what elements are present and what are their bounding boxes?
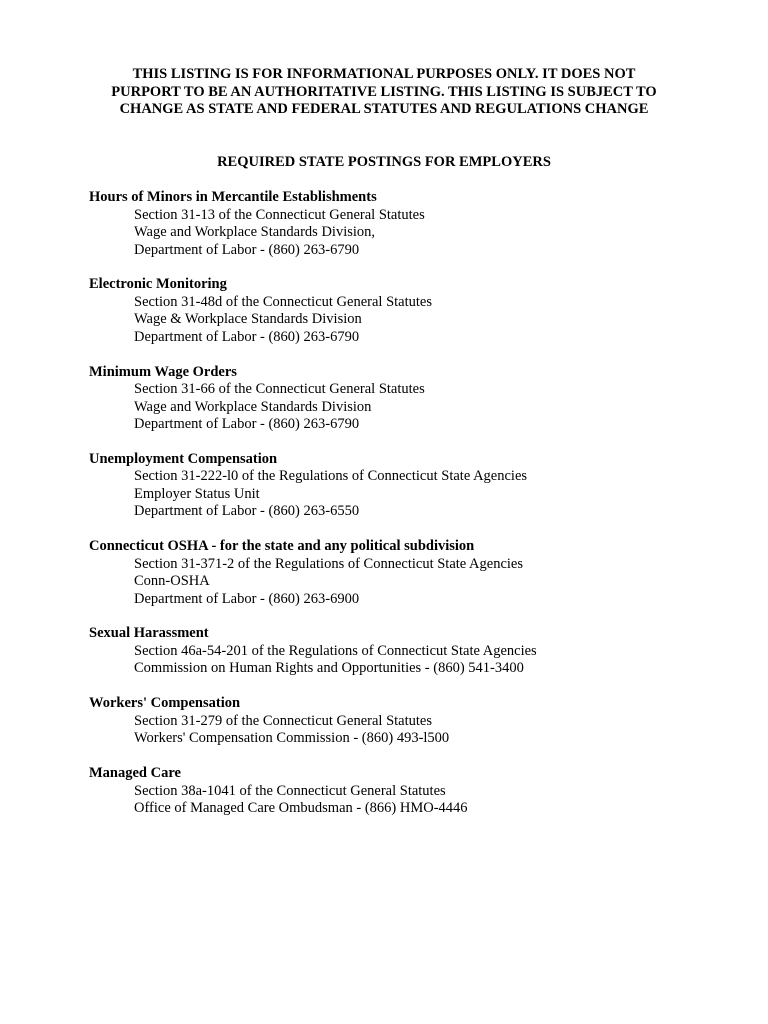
posting-title: Electronic Monitoring bbox=[89, 276, 227, 293]
posting-title: Unemployment Compensation bbox=[89, 450, 278, 467]
posting-statute: Section 31-279 of the Connecticut General Statutes bbox=[134, 712, 432, 729]
posting-statute: Section 31-371-2 of the Regulations of Connecticut State Agencies bbox=[134, 555, 524, 572]
posting-agency: Wage and Workplace Standards Division bbox=[134, 398, 372, 415]
posting-contact: Office of Managed Care Ombudsman - (866) HMO-4446 bbox=[134, 800, 468, 817]
posting-item bbox=[89, 364, 729, 434]
disclaimer bbox=[0, 66, 768, 119]
posting-title: Connecticut OSHA - for the state and any political subdivision bbox=[89, 538, 475, 555]
posting-agency: Wage and Workplace Standards Division, bbox=[134, 224, 376, 240]
posting-item bbox=[89, 625, 729, 678]
posting-item bbox=[89, 765, 729, 818]
posting-title: Hours of Minors in Mercantile Establishments bbox=[89, 189, 377, 205]
posting-agency: Wage & Workplace Standards Division bbox=[134, 311, 362, 328]
postings-list bbox=[89, 189, 729, 835]
posting-title: Sexual Harassment bbox=[89, 625, 209, 642]
posting-contact: Department of Labor - (860) 263-6790 bbox=[134, 241, 360, 258]
posting-item bbox=[89, 695, 729, 748]
posting-contact: Department of Labor - (860) 263-6550 bbox=[134, 503, 360, 520]
posting-statute: Section 46a-54-201 of the Regulations of Connecticut State Agencies bbox=[134, 642, 537, 659]
posting-agency: Conn-OSHA bbox=[134, 573, 210, 590]
posting-title: Managed Care bbox=[89, 765, 181, 782]
posting-statute: Section 31-48d of the Connecticut General Statutes bbox=[134, 293, 432, 310]
posting-statute: Section 31-222-l0 of the Regulations of Connecticut State Agencies bbox=[134, 468, 528, 485]
posting-agency: Employer Status Unit bbox=[134, 485, 260, 502]
posting-contact: Workers' Compensation Commission - (860) 493-l500 bbox=[134, 730, 450, 747]
posting-contact: Department of Labor - (860) 263-6790 bbox=[134, 416, 360, 433]
posting-statute: Section 38a-1041 of the Connecticut General Statutes bbox=[134, 782, 446, 799]
posting-contact: Commission on Human Rights and Opportunities - (860) 541-3400 bbox=[134, 660, 524, 677]
posting-title: Minimum Wage Orders bbox=[89, 363, 237, 380]
posting-item bbox=[89, 451, 729, 521]
disclaimer-line: PURPORT TO BE AN AUTHORITATIVE LISTING. THIS LISTING IS SUBJECT TO bbox=[111, 83, 657, 100]
posting-item bbox=[89, 276, 729, 346]
posting-statute: Section 31-66 of the Connecticut General Statutes bbox=[134, 381, 425, 398]
document-title: REQUIRED STATE POSTINGS FOR EMPLOYERS bbox=[217, 154, 551, 170]
posting-item bbox=[89, 538, 729, 608]
posting-statute: Section 31-13 of the Connecticut General Statutes bbox=[134, 206, 425, 223]
posting-title: Workers' Compensation bbox=[89, 695, 241, 712]
disclaimer-line: CHANGE AS STATE AND FEDERAL STATUTES AND REGULATIONS CHANGE bbox=[119, 101, 649, 117]
posting-contact: Department of Labor - (860) 263-6900 bbox=[134, 590, 360, 607]
posting-contact: Department of Labor - (860) 263-6790 bbox=[134, 328, 360, 345]
posting-item bbox=[89, 189, 729, 259]
disclaimer-line: THIS LISTING IS FOR INFORMATIONAL PURPOSES ONLY. IT DOES NOT bbox=[132, 66, 636, 82]
